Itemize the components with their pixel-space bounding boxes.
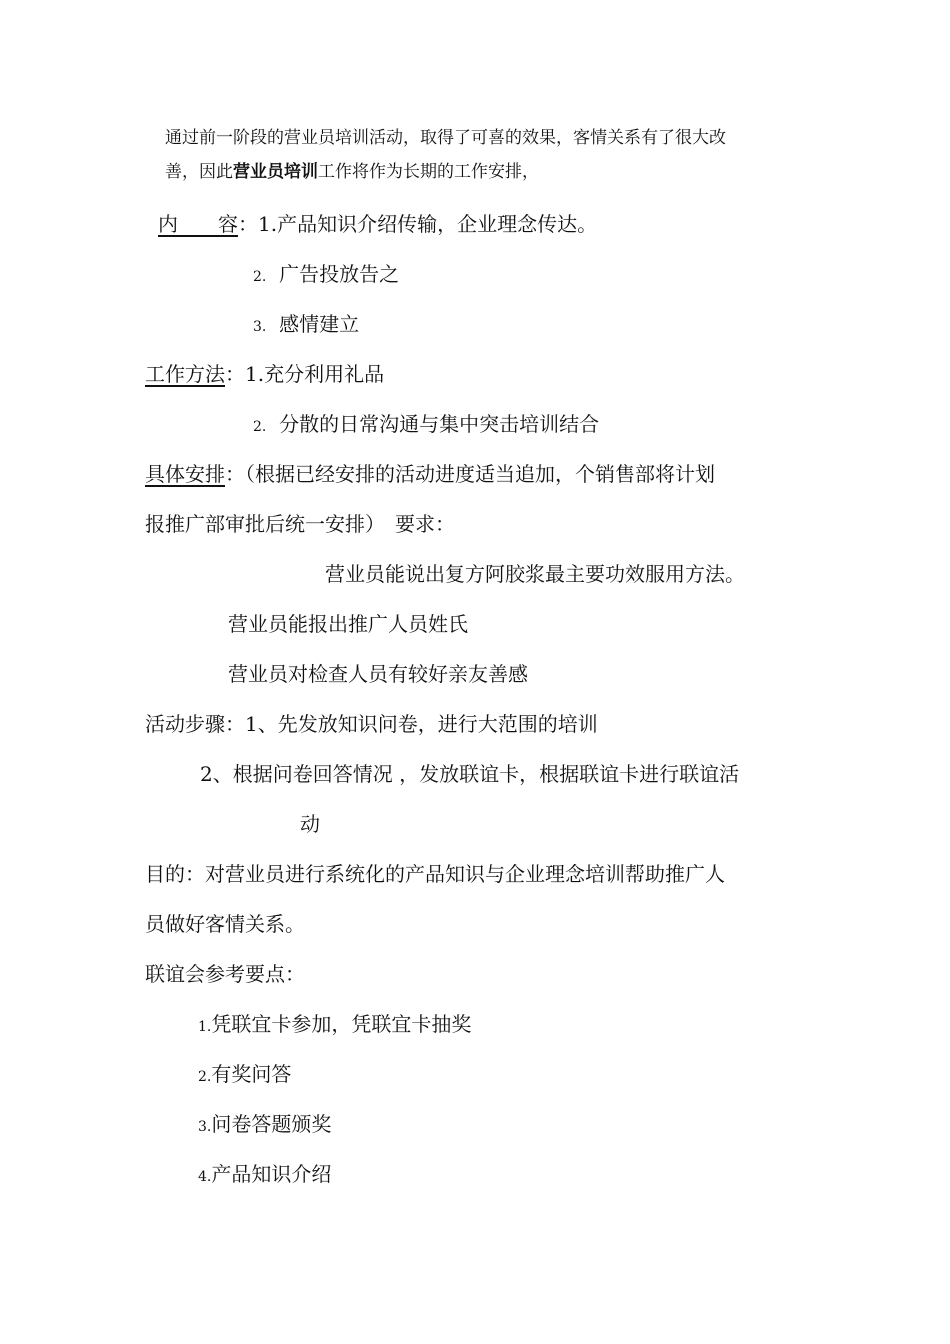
requirement-3 (228, 662, 528, 686)
content-item-3: 感情建立 (279, 312, 360, 336)
method-line-1 (145, 362, 384, 386)
party-item-3 (198, 1112, 331, 1136)
party-title-text: 联谊会参考要点： (145, 962, 305, 986)
content-item-3-number: 3. (253, 319, 267, 335)
arrangement-line-1 (145, 462, 715, 486)
method-colon: ： (225, 362, 245, 386)
steps-text-2: 2、根据问卷回答情况 ，发放联谊卡，根据联谊卡进行联谊活 (200, 762, 740, 786)
requirement-text-2: 营业员能报出推广人员姓氏 (228, 612, 468, 636)
party-item-4 (198, 1162, 331, 1186)
purpose-text-2: 员做好客情关系。 (145, 912, 305, 936)
arrangement-line-2 (145, 512, 455, 536)
method-line-2 (253, 412, 599, 436)
arrangement-colon: ： (225, 462, 245, 486)
content-line-1 (158, 212, 597, 236)
requirement-text-3: 营业员对检查人员有较好亲友善感 (228, 662, 528, 686)
requirement-text-1: 营业员能说出复方阿胶浆最主要功效服用方法。 (325, 562, 745, 586)
intro-line-2 (165, 162, 539, 182)
method-item-2: 分散的日常沟通与集中突击培训结合 (279, 412, 600, 436)
intro-text-2b: 工作将作为长期的工作安排， (318, 162, 539, 182)
intro-bold-term: 营业员培训 (233, 162, 318, 182)
intro-line-1 (165, 128, 726, 148)
method-item-1: 1.充分利用礼品 (245, 362, 385, 386)
steps-text-3: 动 (300, 812, 320, 836)
party-item-1-number: 1. (198, 1019, 212, 1035)
purpose-line-1 (145, 862, 725, 886)
party-item-1-text: 凭联宜卡参加，凭联宜卡抽奖 (211, 1012, 472, 1036)
party-item-2-number: 2. (198, 1069, 212, 1085)
method-item-2-number: 2. (253, 419, 267, 435)
arrangement-text-2: 报推广部审批后统一安排） 要求： (145, 512, 455, 536)
intro-text-2a: 善，因此 (165, 162, 233, 182)
requirement-1 (325, 562, 745, 586)
content-item-2-number: 2. (253, 269, 267, 285)
arrangement-label: 具体安排 (145, 462, 225, 486)
party-item-1 (198, 1012, 471, 1036)
requirement-2 (228, 612, 468, 636)
arrangement-text-1: （根据已经安排的活动进度适当追加，个销售部将计划 (245, 462, 715, 486)
party-item-2 (198, 1062, 291, 1086)
purpose-line-2 (145, 912, 305, 936)
intro-text-1: 通过前一阶段的营业员培训活动，取得了可喜的效果，客情关系有了很大改 (165, 128, 726, 148)
party-item-3-text: 问卷答题颁奖 (211, 1112, 332, 1136)
party-item-2-text: 有奖问答 (211, 1062, 292, 1086)
content-label: 内 容 (158, 212, 238, 236)
steps-text-1: 活动步骤：1、先发放知识问卷，进行大范围的培训 (145, 712, 598, 736)
purpose-text-1: 目的：对营业员进行系统化的产品知识与企业理念培训帮助推广人 (145, 862, 725, 886)
party-item-4-text: 产品知识介绍 (211, 1162, 332, 1186)
party-item-4-number: 4. (198, 1169, 212, 1185)
steps-line-3 (300, 812, 320, 836)
method-label: 工作方法 (145, 362, 225, 386)
steps-line-1 (145, 712, 598, 736)
content-item-2: 广告投放告之 (279, 262, 400, 286)
content-item-1: 1.产品知识介绍传输，企业理念传达。 (258, 212, 598, 236)
party-title (145, 962, 305, 986)
party-item-3-number: 3. (198, 1119, 212, 1135)
content-line-2 (253, 262, 399, 286)
content-line-3 (253, 312, 359, 336)
content-colon: ： (238, 212, 258, 236)
steps-line-2 (200, 762, 739, 786)
